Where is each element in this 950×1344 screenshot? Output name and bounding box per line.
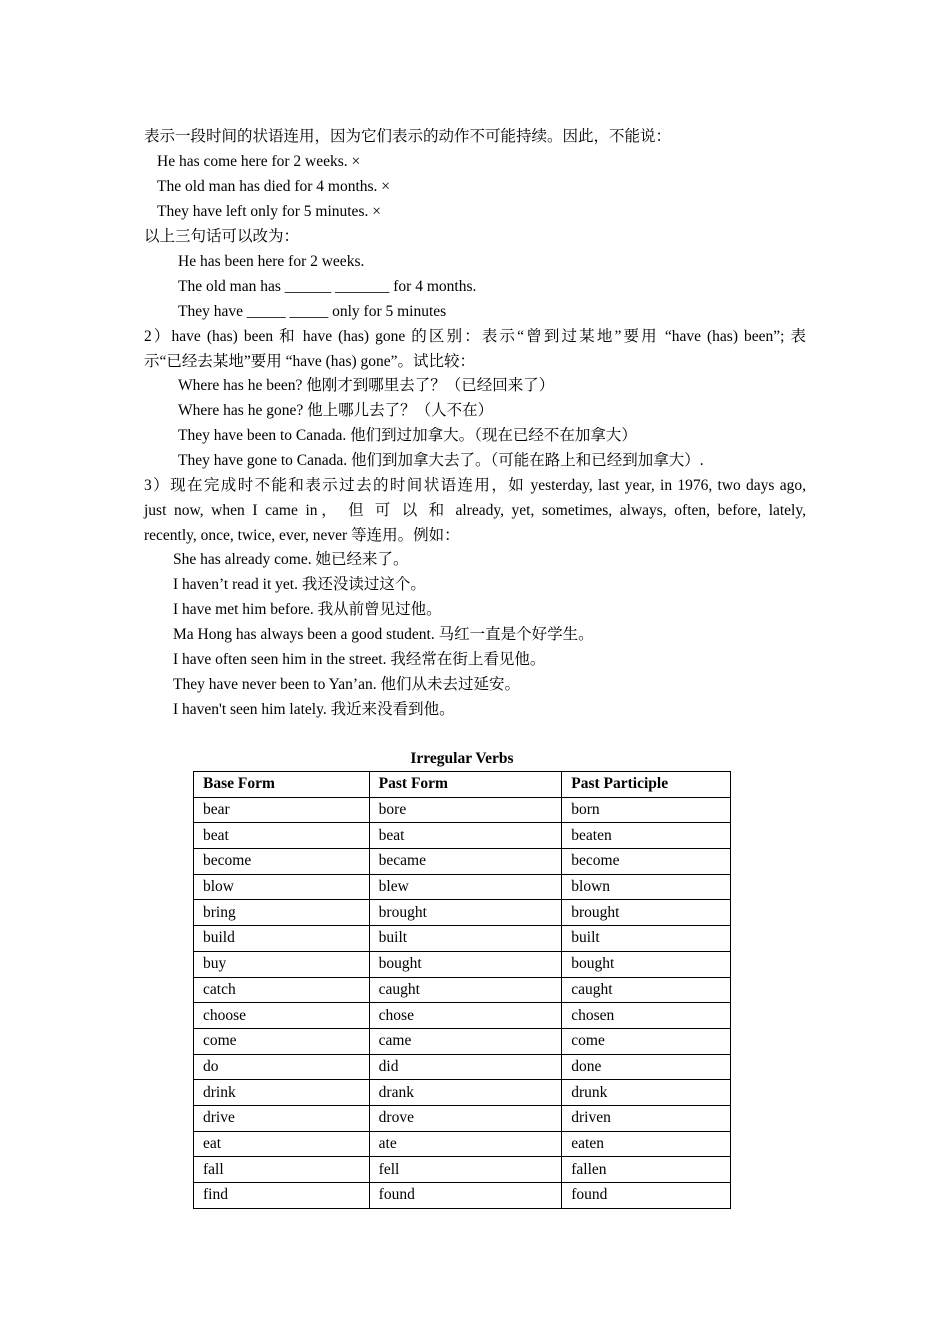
table-header-row	[194, 772, 731, 798]
rewrite-3: They have _____ _____ only for 5 minutes	[178, 303, 447, 320]
table-row	[194, 797, 731, 823]
intro-line: 表示一段时间的状语连用，因为它们表示的动作不可能持续。因此，不能说：	[144, 128, 672, 145]
cell-participle: brought	[562, 900, 731, 926]
point3-example-5: I have often seen him in the street. 我经常在街上看见他。	[173, 651, 546, 668]
cell-base: catch	[194, 977, 370, 1003]
cell-base: choose	[194, 1003, 370, 1029]
cell-base: build	[194, 926, 370, 952]
cell-base: bring	[194, 900, 370, 926]
header-past-participle: Past Participle	[562, 772, 731, 798]
cell-past: bore	[369, 797, 562, 823]
cell-base: do	[194, 1054, 370, 1080]
cell-participle: chosen	[562, 1003, 731, 1029]
cell-base: blow	[194, 874, 370, 900]
cell-past: became	[369, 849, 562, 875]
header-base-form: Base Form	[194, 772, 370, 798]
cell-base: become	[194, 849, 370, 875]
table-row	[194, 1105, 731, 1131]
table-row	[194, 1054, 731, 1080]
irregular-verbs-table	[193, 771, 731, 1209]
cell-past: brought	[369, 900, 562, 926]
table-row	[194, 1003, 731, 1029]
cell-participle: caught	[562, 977, 731, 1003]
cell-past: drank	[369, 1080, 562, 1106]
cell-past: bought	[369, 951, 562, 977]
cell-base: bear	[194, 797, 370, 823]
cell-participle: become	[562, 849, 731, 875]
wrong-example-1: He has come here for 2 weeks. ×	[157, 153, 361, 170]
cell-participle: drunk	[562, 1080, 731, 1106]
cell-participle: driven	[562, 1105, 731, 1131]
table-row	[194, 823, 731, 849]
cell-past: built	[369, 926, 562, 952]
point2-example-3: They have been to Canada. 他们到过加拿大。（现在已经不在加拿大）	[178, 427, 637, 444]
wrong-example-3: They have left only for 5 minutes. ×	[157, 203, 381, 220]
point2-line1: 2）have (has) been 和 have (has) gone 的区别：表示“曾到过某地”要用 “have (has) been”; 表	[144, 328, 806, 345]
rewrite-intro: 以上三句话可以改为：	[144, 228, 300, 245]
cell-past: did	[369, 1054, 562, 1080]
table-row	[194, 951, 731, 977]
wrong-example-2: The old man has died for 4 months. ×	[157, 178, 391, 195]
cell-past: beat	[369, 823, 562, 849]
point2-example-4: They have gone to Canada. 他们到加拿大去了。（可能在路上和已经到加拿大）.	[178, 452, 704, 469]
table-row	[194, 849, 731, 875]
cell-base: eat	[194, 1131, 370, 1157]
point3-line1: 3）现在完成时不能和表示过去的时间状语连用，如 yesterday, last year, in 1976, two days ago,	[144, 477, 806, 494]
rewrite-2: The old man has ______ _______ for 4 months.	[178, 278, 477, 295]
cell-base: drink	[194, 1080, 370, 1106]
table-row	[194, 977, 731, 1003]
cell-base: beat	[194, 823, 370, 849]
cell-base: buy	[194, 951, 370, 977]
cell-base: find	[194, 1183, 370, 1209]
point3-line2: just now, when I came in， 但 可 以 和 already, yet, sometimes, always, often, before, lately,	[144, 502, 806, 519]
cell-participle: born	[562, 797, 731, 823]
cell-past: caught	[369, 977, 562, 1003]
point2-example-2: Where has he gone? 他上哪儿去了？（人不在）	[178, 402, 494, 419]
cell-participle: eaten	[562, 1131, 731, 1157]
rewrite-1: He has been here for 2 weeks.	[178, 253, 365, 270]
header-past-form: Past Form	[369, 772, 562, 798]
cell-base: come	[194, 1028, 370, 1054]
cell-base: fall	[194, 1157, 370, 1183]
table-row	[194, 900, 731, 926]
cell-past: ate	[369, 1131, 562, 1157]
table-row	[194, 1157, 731, 1183]
cell-base: drive	[194, 1105, 370, 1131]
point3-example-4: Ma Hong has always been a good student. 马红一直是个好学生。	[173, 626, 594, 643]
cell-participle: come	[562, 1028, 731, 1054]
point3-example-3: I have met him before. 我从前曾见过他。	[173, 601, 442, 618]
table-row	[194, 1131, 731, 1157]
point3-example-7: I haven't seen him lately. 我近来没看到他。	[173, 701, 455, 718]
cell-participle: blown	[562, 874, 731, 900]
cell-past: blew	[369, 874, 562, 900]
point3-example-1: She has already come. 她已经来了。	[173, 551, 409, 568]
point3-line3: recently, once, twice, ever, never 等连用。例如：	[144, 527, 460, 544]
point2-line2: 示“已经去某地”要用 “have (has) gone”。试比较：	[144, 353, 476, 370]
cell-past: came	[369, 1028, 562, 1054]
cell-past: drove	[369, 1105, 562, 1131]
cell-participle: bought	[562, 951, 731, 977]
point3-example-6: They have never been to Yan’an. 他们从未去过延安。	[173, 676, 520, 693]
table-title: Irregular Verbs	[410, 750, 514, 767]
cell-past: fell	[369, 1157, 562, 1183]
cell-participle: beaten	[562, 823, 731, 849]
table-row	[194, 874, 731, 900]
cell-participle: done	[562, 1054, 731, 1080]
table-row	[194, 1028, 731, 1054]
cell-participle: fallen	[562, 1157, 731, 1183]
cell-past: found	[369, 1183, 562, 1209]
cell-participle: built	[562, 926, 731, 952]
cell-past: chose	[369, 1003, 562, 1029]
table-row	[194, 926, 731, 952]
table-row	[194, 1080, 731, 1106]
point3-example-2: I haven’t read it yet. 我还没读过这个。	[173, 576, 426, 593]
cell-participle: found	[562, 1183, 731, 1209]
table-row	[194, 1183, 731, 1209]
point2-example-1: Where has he been? 他刚才到哪里去了？（已经回来了）	[178, 377, 555, 394]
